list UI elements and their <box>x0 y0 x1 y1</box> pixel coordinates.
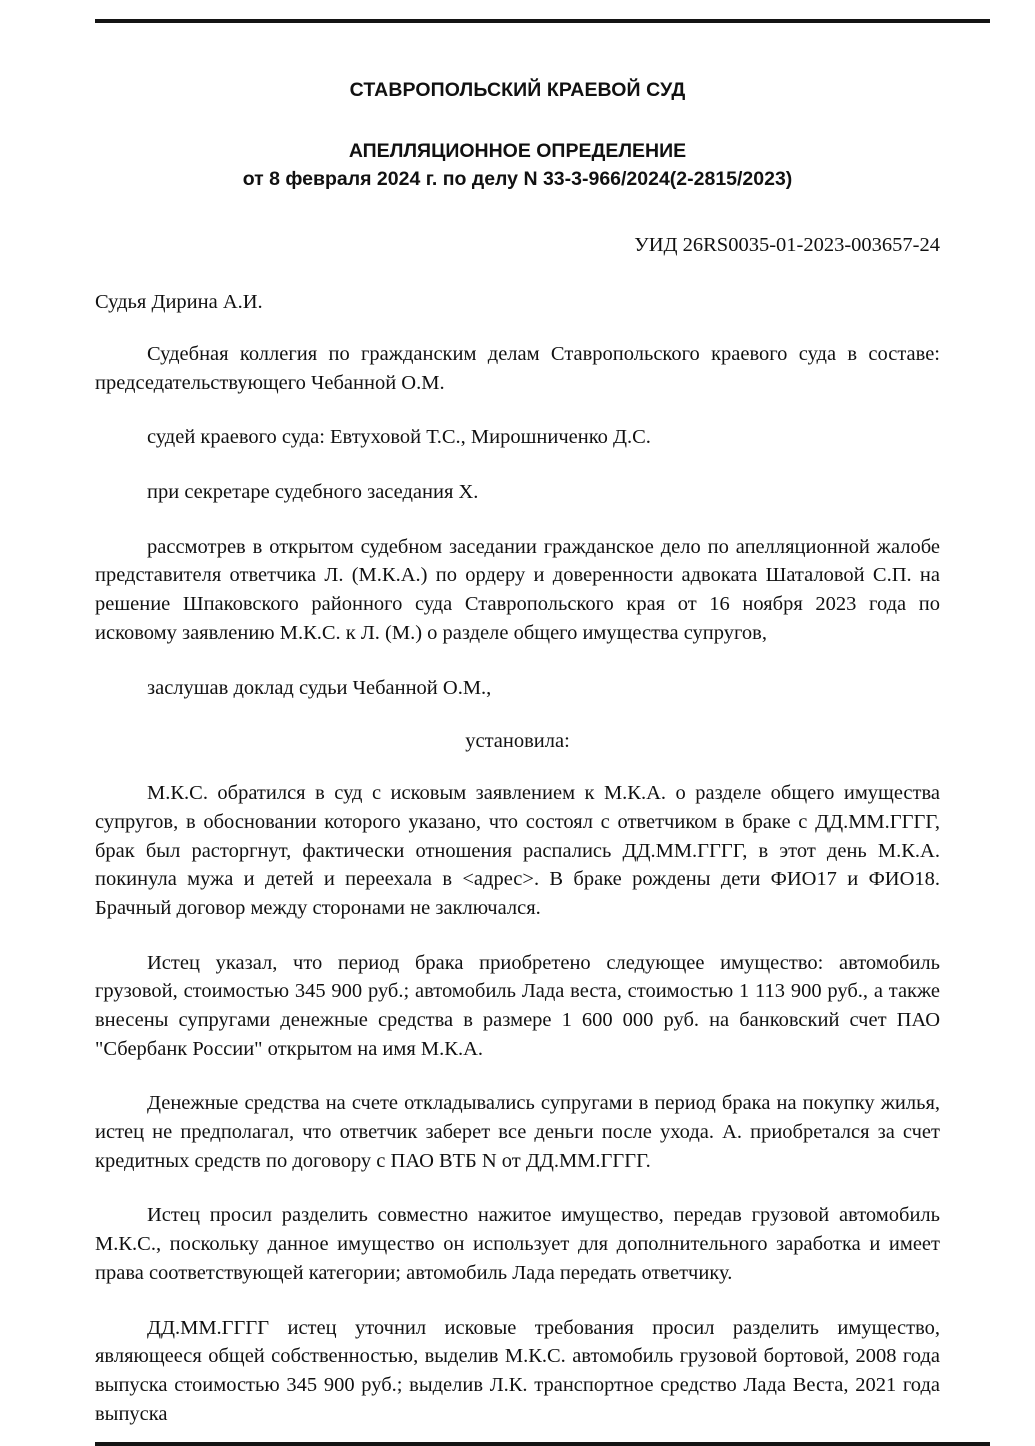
amended-claim-paragraph: ДД.ММ.ГГГГ истец уточнил исковые требования просил разделить имущество, являющееся общей собственностью, выделив М.К.С. автомобиль грузовой бортовой, 2008 года выпуска стоимостью 345 900 руб.; выделив Л.К. транспортное средство Лада Веста, 2021 года выпуска <box>95 1316 940 1425</box>
first-instance-judge-line: Судья Дирина А.И. <box>95 291 263 313</box>
header-divider-top <box>95 19 990 23</box>
claim-introduction-paragraph: М.К.С. обратился в суд с исковым заявлением к М.К.А. о разделе общего имущества супругов, в обосновании которого указано, что состоял с ответчиком в браке с ДД.ММ.ГГГГ, брак был расторгнут, фактически отношения распались ДД.ММ.ГГГГ, в этот день М.К.А. покинула мужа и детей и переехала в <адрес>. В браке рождены дети ФИО17 и ФИО18. Брачный договор между сторонами не заключался. <box>95 782 940 919</box>
property-list-paragraph: Истец указал, что период брака приобретено следующее имущество: автомобиль грузовой, стоимостью 345 900 руб.; автомобиль Лада веста, стоимостью 1 113 900 руб., а также внесены супругами денежные средства в размере 1 600 000 руб. на банковский счет ПАО "Сбербанк России" открытом на имя М.К.А. <box>95 951 940 1060</box>
uid-line: УИД 26RS0035-01-2023-003657-24 <box>634 234 940 256</box>
panel-judges-paragraph: судей краевого суда: Евтуховой Т.С., Мирошниченко Д.С. <box>147 426 651 449</box>
panel-composition-paragraph: Судебная коллегия по гражданским делам Ставропольского краевого суда в составе: председательствующего Чебанной О.М. <box>95 343 940 394</box>
court-name-heading: СТАВРОПОЛЬСКИЙ КРАЕВОЙ СУД <box>349 79 686 101</box>
division-request-paragraph: Истец просил разделить совместно нажитое имущество, передав грузовой автомобиль М.К.С., поскольку данное имущество он использует для дополнительного заработка и имеет права соответствующей категории; автомобиль Лада передать ответчику. <box>95 1204 940 1284</box>
document-body <box>45 79 990 1428</box>
report-heard-paragraph: заслушав доклад судьи Чебанной О.М., <box>147 676 492 699</box>
document-reference-heading: от 8 февраля 2024 г. по делу N 33-3-966/2024(2-2815/2023) <box>242 168 793 190</box>
case-considered-paragraph: рассмотрев в открытом судебном заседании гражданское дело по апелляционной жалобе представителя ответчика Л. (М.К.А.) по ордеру и доверенности адвоката Шаталовой С.П. на решение Шпаковского районного суда Ставропольского края от 16 ноября 2023 года по исковому заявлению М.К.С. к Л. (М.) о разделе общего имущества супругов, <box>95 535 940 644</box>
section-heading-established: установила: <box>465 730 570 753</box>
footer-divider-bottom <box>95 1442 990 1446</box>
court-secretary-paragraph: при секретаре судебного заседания Х. <box>147 481 479 504</box>
document-page <box>0 19 1035 1446</box>
savings-paragraph: Денежные средства на счете откладывались супругами в период брака на покупку жилья, истец не предполагал, что ответчик заберет все деньги после ухода. А. приобретался за счет кредитных средств по договору с ПАО ВТБ N от ДД.ММ.ГГГГ. <box>95 1092 940 1172</box>
document-type-heading: АПЕЛЛЯЦИОННОЕ ОПРЕДЕЛЕНИЕ <box>348 140 687 162</box>
